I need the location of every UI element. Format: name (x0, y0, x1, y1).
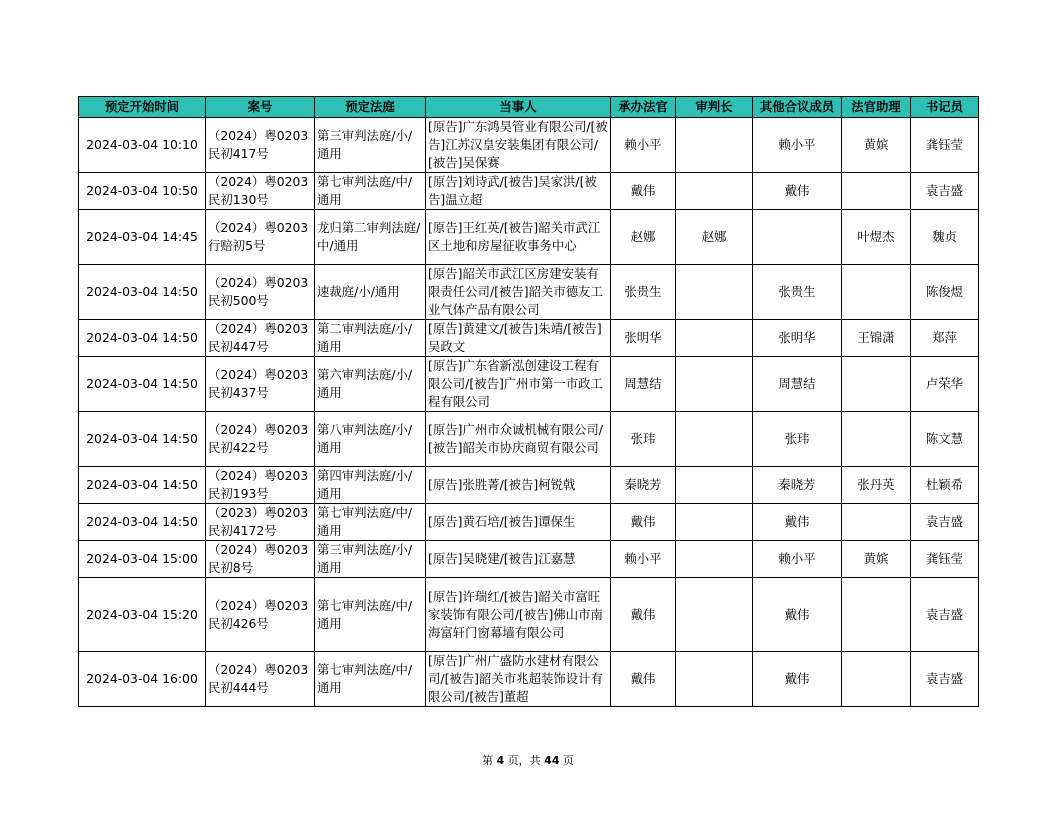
cell-assistant (842, 652, 911, 707)
cell-clerk: 陈俊煜 (911, 265, 979, 320)
table-row (79, 412, 979, 467)
cell-parties: [原告]张胜菁/[被告]柯锐戟 (426, 467, 611, 504)
cell-assistant (842, 578, 911, 652)
cell-chief-judge (676, 541, 753, 578)
cell-members: 赖小平 (753, 541, 842, 578)
cell-parties: [原告]广东省新泓创建设工程有限公司/[被告]广州市第一市政工程有限公司 (426, 357, 611, 412)
cell-assistant (842, 504, 911, 541)
header-case-number: 案号 (206, 97, 315, 118)
cell-judge: 戴伟 (611, 578, 676, 652)
cell-chief-judge (676, 265, 753, 320)
cell-judge: 赵娜 (611, 210, 676, 265)
cell-court: 第四审判法庭/小/通用 (315, 467, 426, 504)
cell-time: 2024-03-04 14:45 (79, 210, 206, 265)
cell-parties: [原告]许瑞红/[被告]韶关市富旺家装饰有限公司/[被告]佛山市南海富轩门窗幕墙有限公司 (426, 578, 611, 652)
cell-chief-judge (676, 504, 753, 541)
header-members: 其他合议成员 (753, 97, 842, 118)
cell-assistant: 叶煜杰 (842, 210, 911, 265)
cell-case-number: （2024）粤0203民初8号 (206, 541, 315, 578)
cell-clerk: 陈文慧 (911, 412, 979, 467)
footer-middle: 页，共 (507, 754, 541, 767)
header-parties: 当事人 (426, 97, 611, 118)
cell-chief-judge (676, 118, 753, 173)
table-row (79, 173, 979, 210)
cell-time: 2024-03-04 14:50 (79, 412, 206, 467)
cell-judge: 张贵生 (611, 265, 676, 320)
table-row (79, 467, 979, 504)
header-chief-judge: 审判长 (676, 97, 753, 118)
cell-case-number: （2024）粤0203民初422号 (206, 412, 315, 467)
cell-case-number: （2023）粤0203民初4172号 (206, 504, 315, 541)
cell-case-number: （2024）粤0203民初130号 (206, 173, 315, 210)
cell-clerk: 郑萍 (911, 320, 979, 357)
cell-clerk: 龚钰莹 (911, 541, 979, 578)
cell-chief-judge (676, 173, 753, 210)
cell-chief-judge (676, 357, 753, 412)
cell-parties: [原告]广州广盛防水建材有限公司/[被告]韶关市兆超装饰设计有限公司/[被告]董超 (426, 652, 611, 707)
cell-parties: [原告]吴晓建/[被告]江嘉慧 (426, 541, 611, 578)
cell-case-number: （2024）粤0203民初447号 (206, 320, 315, 357)
header-court: 预定法庭 (315, 97, 426, 118)
hearing-schedule-table (78, 96, 979, 707)
cell-court: 速裁庭/小/通用 (315, 265, 426, 320)
cell-parties: [原告]刘诗武/[被告]吴家洪/[被告]温立超 (426, 173, 611, 210)
cell-case-number: （2024）粤0203民初193号 (206, 467, 315, 504)
cell-chief-judge: 赵娜 (676, 210, 753, 265)
cell-time: 2024-03-04 10:10 (79, 118, 206, 173)
footer-prefix: 第 (482, 754, 494, 767)
table-row (79, 357, 979, 412)
footer-suffix: 页 (562, 754, 574, 767)
table-row (79, 652, 979, 707)
total-pages-number: 44 (544, 754, 560, 767)
cell-case-number: （2024）粤0203民初437号 (206, 357, 315, 412)
table-row (79, 118, 979, 173)
cell-judge: 戴伟 (611, 504, 676, 541)
cell-members: 张贵生 (753, 265, 842, 320)
cell-parties: [原告]黄建文/[被告]朱靖/[被告]吴政文 (426, 320, 611, 357)
cell-court: 第七审判法庭/中/通用 (315, 173, 426, 210)
table-row (79, 541, 979, 578)
header-time: 预定开始时间 (79, 97, 206, 118)
table-row (79, 320, 979, 357)
cell-members: 戴伟 (753, 652, 842, 707)
current-page-number: 4 (496, 754, 505, 767)
cell-chief-judge (676, 320, 753, 357)
cell-clerk: 魏贞 (911, 210, 979, 265)
table-row (79, 578, 979, 652)
cell-court: 龙归第二审判法庭/中/通用 (315, 210, 426, 265)
cell-court: 第八审判法庭/小/通用 (315, 412, 426, 467)
cell-clerk: 袁吉盛 (911, 173, 979, 210)
cell-members: 赖小平 (753, 118, 842, 173)
cell-clerk: 袁吉盛 (911, 652, 979, 707)
cell-judge: 张玮 (611, 412, 676, 467)
header-judge: 承办法官 (611, 97, 676, 118)
cell-court: 第二审判法庭/小/通用 (315, 320, 426, 357)
cell-time: 2024-03-04 16:00 (79, 652, 206, 707)
cell-time: 2024-03-04 14:50 (79, 265, 206, 320)
cell-chief-judge (676, 652, 753, 707)
header-assistant: 法官助理 (842, 97, 911, 118)
cell-clerk: 龚钰莹 (911, 118, 979, 173)
cell-chief-judge (676, 578, 753, 652)
cell-judge: 戴伟 (611, 652, 676, 707)
cell-court: 第七审判法庭/中/通用 (315, 652, 426, 707)
header-clerk: 书记员 (911, 97, 979, 118)
table-row (79, 504, 979, 541)
cell-case-number: （2024）粤0203民初444号 (206, 652, 315, 707)
table-row (79, 210, 979, 265)
cell-assistant (842, 173, 911, 210)
cell-time: 2024-03-04 14:50 (79, 320, 206, 357)
cell-court: 第七审判法庭/中/通用 (315, 504, 426, 541)
cell-judge: 赖小平 (611, 118, 676, 173)
cell-court: 第七审判法庭/中/通用 (315, 578, 426, 652)
header-row (79, 97, 979, 118)
cell-members (753, 210, 842, 265)
cell-assistant: 黄嫔 (842, 118, 911, 173)
cell-judge: 周慧结 (611, 357, 676, 412)
cell-case-number: （2024）粤0203民初500号 (206, 265, 315, 320)
cell-judge: 秦晓芳 (611, 467, 676, 504)
cell-parties: [原告]韶关市武江区房建安装有限责任公司/[被告]韶关市德友工业气体产品有限公司 (426, 265, 611, 320)
cell-judge: 张明华 (611, 320, 676, 357)
cell-case-number: （2024）粤0203民初417号 (206, 118, 315, 173)
cell-parties: [原告]广州市众诚机械有限公司/[被告]韶关市协庆商贸有限公司 (426, 412, 611, 467)
cell-time: 2024-03-04 14:50 (79, 357, 206, 412)
cell-judge: 戴伟 (611, 173, 676, 210)
cell-chief-judge (676, 412, 753, 467)
cell-members: 张玮 (753, 412, 842, 467)
cell-time: 2024-03-04 15:20 (79, 578, 206, 652)
cell-members: 秦晓芳 (753, 467, 842, 504)
cell-assistant (842, 265, 911, 320)
cell-time: 2024-03-04 14:50 (79, 467, 206, 504)
cell-members: 戴伟 (753, 173, 842, 210)
cell-members: 张明华 (753, 320, 842, 357)
cell-time: 2024-03-04 15:00 (79, 541, 206, 578)
cell-parties: [原告]王红英/[被告]韶关市武江区土地和房屋征收事务中心 (426, 210, 611, 265)
cell-members: 戴伟 (753, 578, 842, 652)
cell-clerk: 卢荣华 (911, 357, 979, 412)
cell-members: 戴伟 (753, 504, 842, 541)
cell-parties: [原告]黄石培/[被告]谭保生 (426, 504, 611, 541)
cell-members: 周慧结 (753, 357, 842, 412)
cell-case-number: （2024）粤0203行赔初5号 (206, 210, 315, 265)
page-footer (0, 752, 1056, 768)
cell-clerk: 袁吉盛 (911, 578, 979, 652)
cell-time: 2024-03-04 10:50 (79, 173, 206, 210)
cell-court: 第三审判法庭/小/通用 (315, 541, 426, 578)
cell-clerk: 袁吉盛 (911, 504, 979, 541)
cell-parties: [原告]广东鸿昊管业有限公司/[被告]江苏汉皇安装集团有限公司/[被告]吴保赛 (426, 118, 611, 173)
cell-court: 第六审判法庭/小/通用 (315, 357, 426, 412)
cell-court: 第三审判法庭/小/通用 (315, 118, 426, 173)
cell-judge: 赖小平 (611, 541, 676, 578)
cell-assistant: 黄嫔 (842, 541, 911, 578)
cell-chief-judge (676, 467, 753, 504)
cell-case-number: （2024）粤0203民初426号 (206, 578, 315, 652)
cell-time: 2024-03-04 14:50 (79, 504, 206, 541)
cell-clerk: 杜颖希 (911, 467, 979, 504)
cell-assistant: 张丹英 (842, 467, 911, 504)
table-row (79, 265, 979, 320)
cell-assistant (842, 412, 911, 467)
cell-assistant: 王锦潇 (842, 320, 911, 357)
cell-assistant (842, 357, 911, 412)
